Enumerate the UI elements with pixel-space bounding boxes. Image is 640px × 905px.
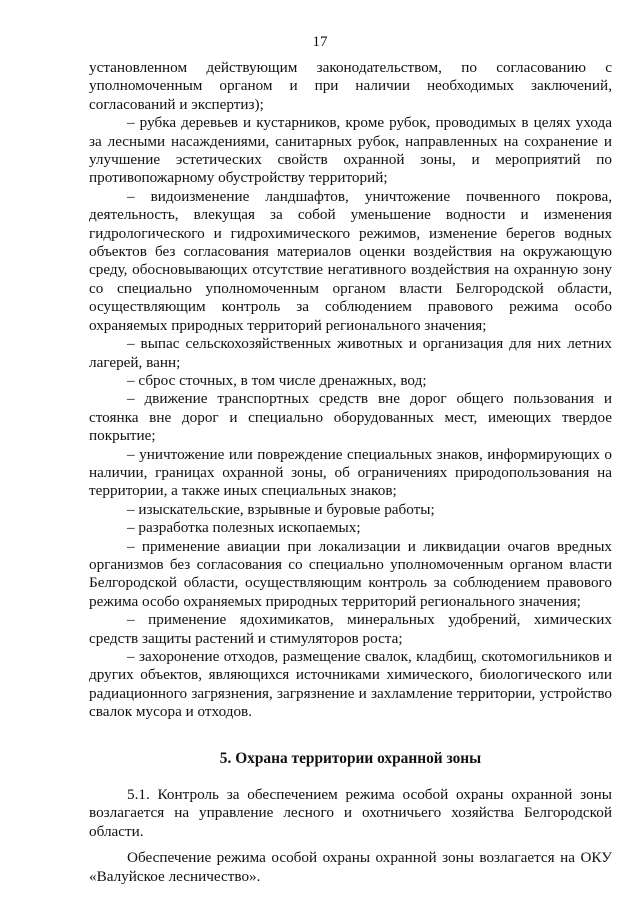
section-paragraph: Обеспечение режима особой охраны охранной зоны возлагается на ОКУ «Валуйское лесничество». [89, 849, 612, 885]
list-item: – сброс сточных, в том числе дренажных, вод; [127, 371, 427, 389]
list-item: – захоронение отходов, размещение свалок, кладбищ, скотомогильников и других объектов, являющихся источниками химического, биологического или радиационного загрязнения, загрязнение и захламление территории, устройство свалок мусора и отходов. [89, 648, 612, 721]
list-item: – разработка полезных ископаемых; [127, 519, 361, 537]
section-paragraph: 5.1. Контроль за обеспечением режима особой охраны охранной зоны возлагается на управление лесного и охотничьего хозяйства Белгородской области. [89, 786, 612, 840]
list-item: – изыскательские, взрывные и буровые работы; [127, 500, 435, 518]
list-item: – движение транспортных средств вне дорог общего пользования и стоянка вне дорог и специально оборудованных мест, имеющих твердое покрытие; [89, 390, 612, 445]
list-item: – рубка деревьев и кустарников, кроме рубок, проводимых в целях ухода за лесными насаждениями, санитарных рубок, направленных на сохранение и улучшение эстетических свойств охранной зоны, и мероприятий по противопожарному обустройству территорий; [89, 114, 612, 187]
list-item: – применение авиации при локализации и ликвидации очагов вредных организмов без согласования со специально уполномоченным органом власти Белгородской области, осуществляющим контроль за соблюдением правового режима особо охраняемых природных территорий регионального значения; [89, 537, 612, 610]
list-item: – применение ядохимикатов, минеральных удобрений, химических средств защиты растений и стимуляторов роста; [89, 611, 612, 647]
list-item: – выпас сельскохозяйственных животных и организация для них летних лагерей, ванн; [89, 335, 612, 371]
list-item: – видоизменение ландшафтов, уничтожение почвенного покрова, деятельность, влекущая за собой уменьшение водности и изменения гидрологического и гидрохимического режимов, изменение берегов водных объектов без согласования материалов оценки воздействия на окружающую среду, обосновывающих отсутствие негативного воздействия на охранную зону со специально уполномоченным органом власти Белгородской области, осуществляющим контроль за соблюдением правового режима особо охраняемых природных территорий регионального значения; [89, 187, 612, 334]
list-item: – уничтожение или повреждение специальных знаков, информирующих о наличии, границах охранной зоны, об ограничениях природопользования на территории, а также иных специальных знаков; [89, 445, 612, 500]
document-body [89, 59, 612, 886]
paragraph-continuation: установленном действующим законодательством, по согласованию с уполномоченным органом и при наличии необходимых заключений, согласований и экспертиз); [89, 59, 612, 113]
page-number: 17 [312, 34, 328, 50]
section-heading: 5. Охрана территории охранной зоны [219, 749, 482, 767]
paragraph-spacer [89, 841, 612, 849]
